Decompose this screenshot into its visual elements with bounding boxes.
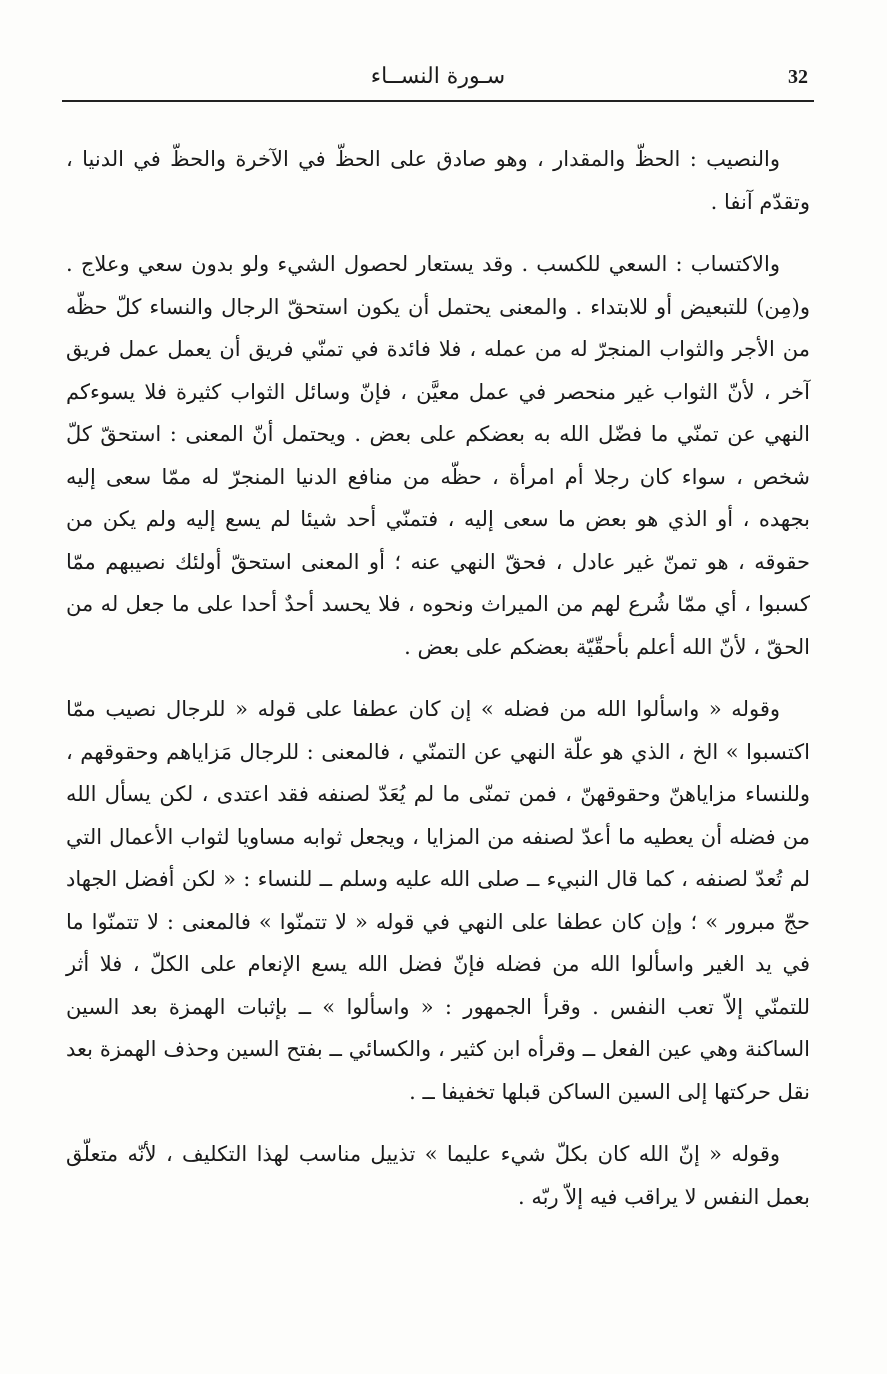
paragraph-wasalu: وقوله « واسألوا الله من فضله » إن كان عطفا على قوله « للرجال نصيب ممّا اكتسبوا » الخ ، الذي هو علّة النهي عن التمنّي ، فالمعنى : للرجال مَزاياهم وحقوقهم ، وللنساء مزاياهنّ وحقوقهنّ ، فمن تمنّى ما لم يُعَدّ لصنفه فقد اعتدى ، لكن يسأل الله من فضله أن يعطيه ما أعدّ لصنفه من المزايا ، ويجعل ثوابه مساويا لثواب الأعمال التي لم تُعدّ لصنفه ، كما قال النبيء ــ صلى الله عليه وسلم ــ للنساء : « لكن أفضل الجهاد حجّ مبرور » ؛ وإن كان عطفا على النهي في قوله « لا تتمنّوا » فالمعنى : لا تتمنّوا ما في يد الغير واسألوا الله من فضله فإنّ فضل الله يسع الإنعام على الكلّ ، فلا أثر للتمنّي إلاّ تعب النفس . وقرأ الجمهور : « واسألوا » ــ بإثبات الهمزة بعد السين الساكنة وهي عين الفعل ــ وقرأه ابن كثير ، والكسائي ــ بفتح السين وحذف الهمزة بعد نقل حركتها إلى السين الساكن قبلها تخفيفا ــ . [66,697,810,1104]
running-title: سـورة النســاء [370,64,506,89]
page-body [66,138,810,1238]
paragraph-nasib: والنصيب : الحظّ والمقدار ، وهو صادق على الحظّ في الآخرة والحظّ في الدنيا ، وتقدّم آنفا . [66,147,810,214]
page-header [62,62,814,98]
header-divider [62,100,814,102]
paragraph-iktisab: والاكتساب : السعي للكسب . وقد يستعار لحصول الشيء ولو بدون سعي وعلاج . و(مِن) للتبعيض أو للابتداء . والمعنى يحتمل أن يكون استحقّ الرجال والنساء كلّ حظّه من الأجر والثواب المنجرّ له من عمله ، فلا فائدة في تمنّي فريق أن يعمل عمل فريق آخر ، لأنّ الثواب غير منحصر في عمل معيَّن ، فإنّ وسائل الثواب كثيرة فلا يسوءكم النهي عن تمنّي ما فضّل الله به بعضكم على بعض . ويحتمل أنّ المعنى : استحقّ كلّ شخص ، سواء كان رجلا أم امرأة ، حظّه من منافع الدنيا المنجرّ له ممّا سعى إليه بجهده ، أو الذي هو بعض ما سعى إليه ، فتمنّي أحد شيئا لم يسع إليه ولم يكن من حقوقه ، هو تمنّ غير عادل ، فحقّ النهي عنه ؛ أو المعنى استحقّ أولئك نصيبهم ممّا كسبوا ، أي ممّا شُرع لهم من الميراث ونحوه ، فلا يحسد أحدٌ أحدا على ما جعل له من الحقّ ، لأنّ الله أعلم بأحقّيّة بعضكم على بعض . [66,252,810,659]
page-number: 32 [788,66,808,88]
paragraph-alima: وقوله « إنّ الله كان بكلّ شيء عليما » تذييل مناسب لهذا التكليف ، لأنّه متعلّق بعمل النفس لا يراقب فيه إلاّ ربّه . [66,1142,810,1209]
